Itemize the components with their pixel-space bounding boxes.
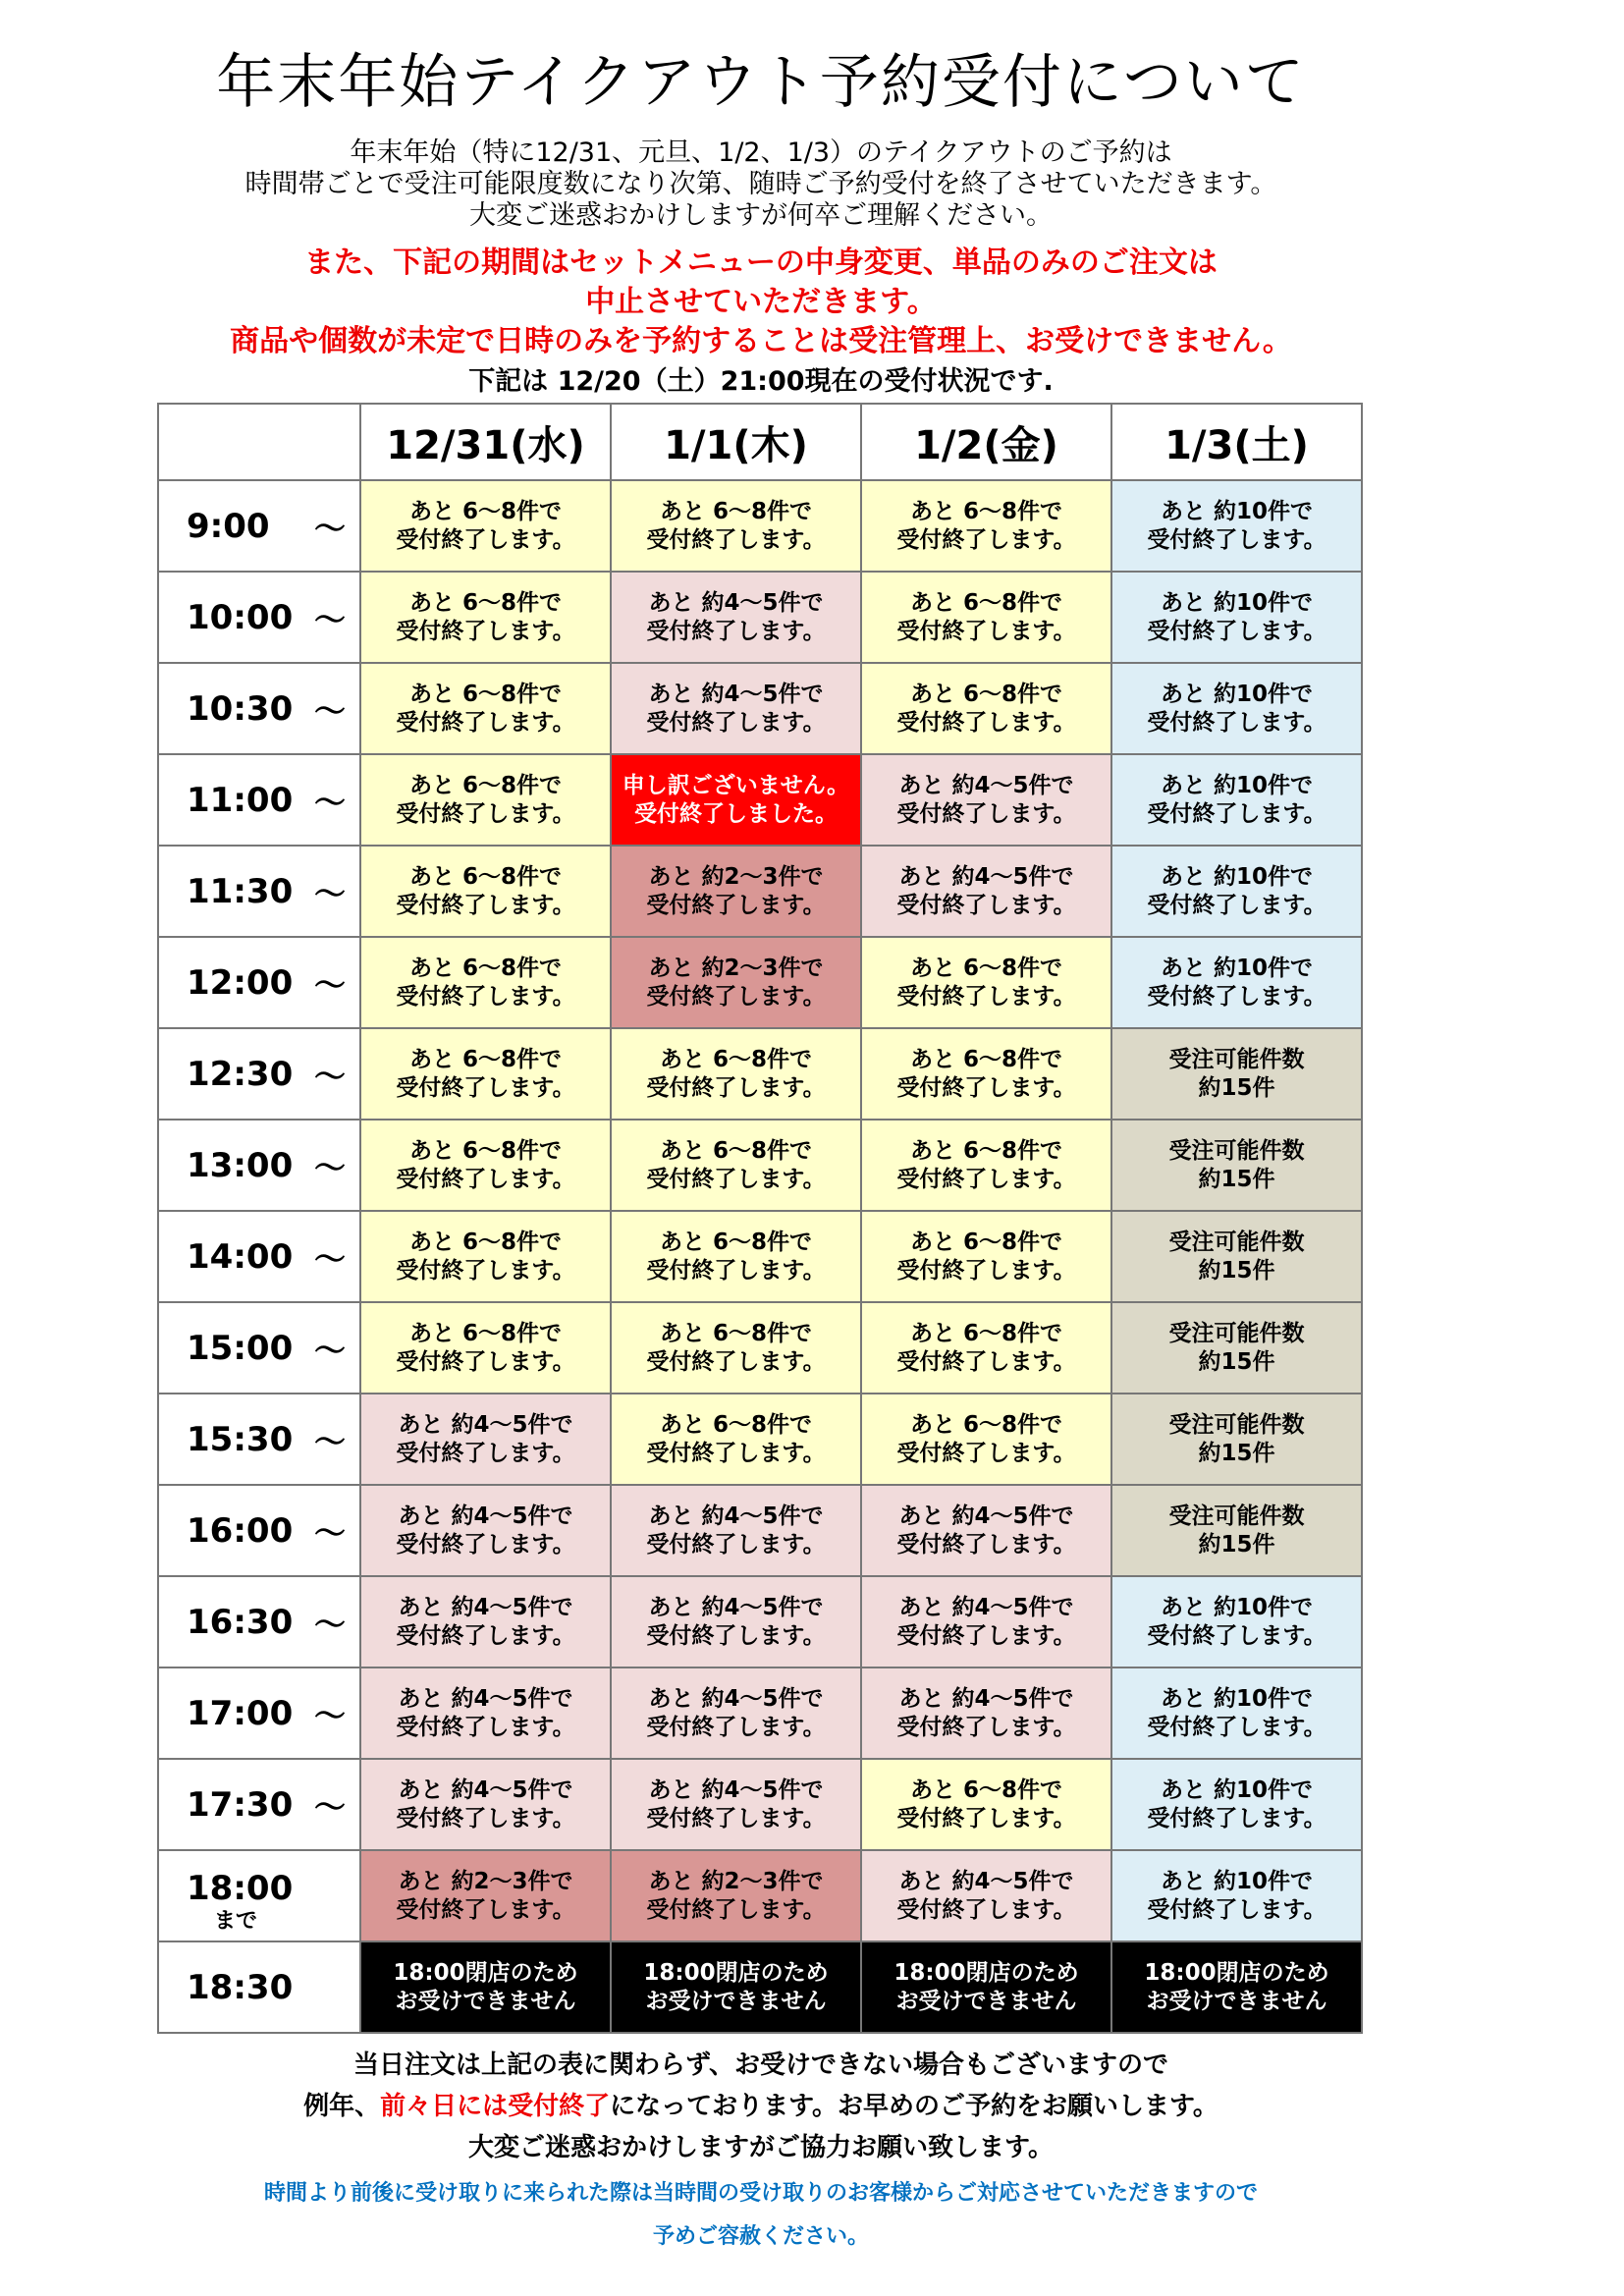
availability-cell	[1111, 480, 1362, 572]
warning-line: また、下記の期間はセットメニューの中身変更、単品のみのご注文は	[304, 246, 1218, 280]
availability-text: 受付終了します。	[896, 1257, 1076, 1284]
availability-text: 受注可能件数	[1168, 1320, 1305, 1346]
availability-text: あと 約4～5件で	[648, 1594, 824, 1620]
availability-cell	[1111, 572, 1362, 663]
availability-text: 受付終了します。	[896, 526, 1076, 553]
table-row	[158, 1759, 1362, 1850]
time-slot-label: 18:00	[187, 1868, 294, 1908]
time-slot-cell	[158, 1576, 360, 1667]
availability-text: 受付終了します。	[1147, 892, 1326, 918]
availability-cell	[1111, 846, 1362, 937]
availability-cell	[1111, 937, 1362, 1028]
availability-cell	[1111, 1120, 1362, 1211]
availability-cell	[1111, 1394, 1362, 1485]
availability-text: あと 約4～5件で	[898, 863, 1074, 890]
availability-cell	[360, 1211, 611, 1302]
availability-text: 受注可能件数	[1168, 1137, 1305, 1164]
from-tilde: ～	[313, 1696, 346, 1734]
availability-cell	[1111, 663, 1362, 754]
availability-text: 受付終了します。	[396, 1440, 575, 1466]
table-row	[158, 846, 1362, 937]
availability-text: あと 約4～5件で	[898, 1685, 1074, 1712]
time-slot-cell	[158, 1485, 360, 1576]
from-tilde: ～	[313, 1513, 346, 1552]
availability-text: 受付終了します。	[646, 983, 826, 1010]
availability-text: 受付終了します。	[646, 1166, 826, 1192]
availability-cell	[360, 1028, 611, 1120]
note-line: 時間より前後に受け取りに来られた際は当時間の受け取りのお客様からご対応させていただきますので	[263, 2181, 1258, 2206]
availability-text: 申し訳ございません。	[622, 772, 850, 798]
availability-text: 受付終了します。	[1147, 526, 1326, 553]
time-slot-cell	[158, 572, 360, 663]
time-slot-label: 12:30	[187, 1054, 294, 1094]
availability-text: 受付終了します。	[646, 1440, 826, 1466]
availability-text: 受付終了します。	[396, 1531, 575, 1558]
availability-cell	[861, 1211, 1111, 1302]
time-slot-cell	[158, 1211, 360, 1302]
availability-text: 受付終了します。	[396, 1896, 575, 1923]
page-title: 年末年始テイクアウト予約受付について	[216, 48, 1306, 117]
availability-cell	[861, 1850, 1111, 1941]
table-row	[158, 1941, 1362, 2033]
time-slot-label: 15:30	[187, 1419, 294, 1459]
table-row	[158, 1302, 1362, 1394]
availability-text: あと 約10件で	[1160, 772, 1313, 798]
availability-text: 受付終了します。	[396, 526, 575, 553]
availability-text: 受付終了します。	[646, 1622, 826, 1649]
availability-cell	[360, 480, 611, 572]
from-tilde: ～	[313, 1239, 346, 1278]
availability-text: あと 6～8件で	[659, 1411, 812, 1438]
availability-cell	[611, 1120, 861, 1211]
column-header: 12/31(水)	[360, 404, 611, 480]
availability-text: 約15件	[1198, 1074, 1275, 1101]
time-slot-label: 10:30	[187, 688, 294, 729]
availability-text: あと 6～8件で	[909, 955, 1062, 981]
availability-cell	[861, 1667, 1111, 1759]
availability-text: 受付終了します。	[1147, 1805, 1326, 1831]
from-tilde: ～	[313, 1148, 346, 1186]
availability-text: 受注可能件数	[1168, 1503, 1305, 1529]
availability-text: あと 約4～5件で	[398, 1503, 573, 1529]
availability-cell	[611, 1759, 861, 1850]
availability-text: 受付終了します。	[896, 1805, 1076, 1831]
availability-text: 18:00閉店のため	[643, 1959, 829, 1986]
availability-cell	[360, 1850, 611, 1941]
from-tilde: ～	[313, 1057, 346, 1095]
availability-text: あと 6～8件で	[909, 1137, 1062, 1164]
availability-text: 18:00閉店のため	[1144, 1959, 1329, 1986]
availability-text: あと 約4～5件で	[398, 1411, 573, 1438]
availability-text: 約15件	[1198, 1440, 1275, 1466]
availability-text: 受付終了します。	[1147, 1896, 1326, 1923]
from-tilde: ～	[313, 1605, 346, 1643]
warning-line: 商品や個数が未定で日時のみを予約することは受注管理上、お受けできません。	[230, 324, 1292, 358]
availability-cell	[360, 846, 611, 937]
table-row	[158, 1576, 1362, 1667]
availability-text: 受付終了します。	[1147, 1714, 1326, 1740]
availability-cell	[611, 480, 861, 572]
availability-text: 受付終了します。	[646, 526, 826, 553]
availability-cell	[360, 1576, 611, 1667]
warning-line: 中止させていただきます。	[585, 285, 937, 319]
availability-text: 受付終了します。	[396, 983, 575, 1010]
time-slot-label: 16:30	[187, 1602, 294, 1642]
time-slot-cell	[158, 846, 360, 937]
availability-text: 約15件	[1198, 1531, 1275, 1558]
time-slot-label: 11:30	[187, 871, 294, 911]
availability-text: 受付終了します。	[646, 1348, 826, 1375]
availability-text: 受付終了します。	[896, 1714, 1076, 1740]
availability-cell	[360, 663, 611, 754]
time-slot-label: 12:00	[187, 962, 294, 1003]
footer-line: 大変ご迷惑おかけしますがご協力お願い致します。	[468, 2133, 1054, 2162]
schedule-body	[158, 480, 1362, 2033]
column-header: 1/1(木)	[611, 404, 861, 480]
availability-text: あと 約2～3件で	[398, 1868, 573, 1894]
warning-text	[0, 244, 1522, 361]
availability-text: あと 約2～3件で	[648, 1868, 824, 1894]
availability-cell	[611, 572, 861, 663]
availability-cell	[360, 1485, 611, 1576]
availability-cell	[861, 480, 1111, 572]
availability-text: 受付終了します。	[646, 709, 826, 736]
availability-text: 受付終了します。	[896, 892, 1076, 918]
corner-cell	[158, 404, 360, 480]
availability-text: 受注可能件数	[1168, 1229, 1305, 1255]
availability-cell	[861, 1028, 1111, 1120]
availability-text: あと 約2～3件で	[648, 863, 824, 890]
availability-cell	[1111, 1850, 1362, 1941]
availability-text: 受付終了します。	[1147, 1622, 1326, 1649]
availability-cell	[360, 1302, 611, 1394]
availability-text: あと 約4～5件で	[648, 1685, 824, 1712]
availability-text: あと 6～8件で	[408, 772, 562, 798]
availability-text: 受付終了します。	[646, 1531, 826, 1558]
availability-cell	[360, 572, 611, 663]
availability-cell	[861, 754, 1111, 846]
availability-text: あと 6～8件で	[408, 1137, 562, 1164]
availability-text: あと 6～8件で	[909, 681, 1062, 707]
availability-text: 受付終了します。	[1147, 800, 1326, 827]
availability-text: 受付終了します。	[396, 618, 575, 644]
time-slot-label: 17:30	[187, 1784, 294, 1825]
footer-line: 当日注文は上記の表に関わらず、お受けできない場合もございますので	[353, 2050, 1168, 2080]
availability-text: あと 6～8件で	[909, 1046, 1062, 1072]
availability-text: 約15件	[1198, 1257, 1275, 1284]
availability-cell	[1111, 1028, 1362, 1120]
availability-text: あと 6～8件で	[659, 1137, 812, 1164]
availability-text: あと 約4～5件で	[398, 1685, 573, 1712]
availability-text: 受付終了します。	[1147, 983, 1326, 1010]
availability-cell	[861, 1576, 1111, 1667]
availability-text: あと 6～8件で	[909, 1229, 1062, 1255]
time-slot-label: 15:00	[187, 1328, 294, 1368]
availability-cell	[861, 937, 1111, 1028]
from-tilde: ～	[313, 965, 346, 1004]
availability-text: あと 6～8件で	[408, 1229, 562, 1255]
availability-text: あと 約10件で	[1160, 1594, 1313, 1620]
time-slot-cell	[158, 1394, 360, 1485]
table-row	[158, 1394, 1362, 1485]
availability-cell	[360, 1120, 611, 1211]
availability-text: あと 6～8件で	[408, 863, 562, 890]
time-slot-cell	[158, 663, 360, 754]
availability-cell	[1111, 1576, 1362, 1667]
from-tilde: ～	[313, 509, 346, 547]
availability-cell	[861, 1759, 1111, 1850]
from-tilde: ～	[313, 600, 346, 638]
from-tilde: ～	[313, 1331, 346, 1369]
availability-text: 受付終了します。	[396, 800, 575, 827]
availability-cell	[611, 1211, 861, 1302]
from-tilde: ～	[313, 874, 346, 912]
availability-text: あと 6～8件で	[909, 1777, 1062, 1803]
table-row	[158, 1485, 1362, 1576]
availability-text: お受けできません	[395, 1988, 576, 2014]
availability-cell	[360, 1667, 611, 1759]
availability-text: お受けできません	[645, 1988, 827, 2014]
table-row	[158, 1850, 1362, 1941]
time-slot-label: 18:30	[187, 1967, 294, 2007]
availability-text: 受付終了します。	[896, 1896, 1076, 1923]
availability-text: 受付終了します。	[896, 709, 1076, 736]
table-row	[158, 572, 1362, 663]
table-row	[158, 937, 1362, 1028]
availability-text: あと 6～8件で	[909, 1411, 1062, 1438]
availability-cell	[611, 754, 861, 846]
footer-text: 例年、	[303, 2092, 381, 2121]
column-header: 1/3(土)	[1111, 404, 1362, 480]
availability-text: あと 約10件で	[1160, 863, 1313, 890]
time-slot-label: 16:00	[187, 1510, 294, 1551]
availability-text: 受付終了します。	[396, 1074, 575, 1101]
pickup-note	[0, 2172, 1522, 2259]
table-row	[158, 663, 1362, 754]
availability-text: あと 約10件で	[1160, 589, 1313, 616]
availability-text: あと 約4～5件で	[398, 1594, 573, 1620]
time-slot-label: 9:00	[187, 506, 270, 546]
availability-cell	[1111, 754, 1362, 846]
availability-text: あと 約4～5件で	[398, 1777, 573, 1803]
time-slot-cell	[158, 1941, 360, 2033]
availability-text: あと 約4～5件で	[898, 1594, 1074, 1620]
intro-text	[0, 137, 1522, 232]
availability-text: あと 約2～3件で	[648, 955, 824, 981]
availability-cell	[611, 1850, 861, 1941]
availability-cell	[861, 1394, 1111, 1485]
availability-cell	[861, 1941, 1111, 2033]
availability-text: 18:00閉店のため	[393, 1959, 578, 1986]
until-label: まで	[214, 1909, 258, 1934]
availability-text: あと 約10件で	[1160, 1777, 1313, 1803]
availability-cell	[360, 1759, 611, 1850]
availability-text: あと 6～8件で	[659, 498, 812, 524]
availability-text: 受付終了します。	[896, 800, 1076, 827]
time-slot-cell	[158, 1759, 360, 1850]
column-header: 1/2(金)	[861, 404, 1111, 480]
availability-text: 受付終了します。	[896, 1074, 1076, 1101]
availability-text: 受付終了します。	[896, 983, 1076, 1010]
availability-cell	[861, 663, 1111, 754]
availability-text: 約15件	[1198, 1348, 1275, 1375]
availability-text: あと 6～8件で	[408, 589, 562, 616]
intro-line: 大変ご迷惑おかけしますが何卒ご理解ください。	[469, 200, 1053, 231]
availability-cell	[611, 663, 861, 754]
table-header-row	[158, 404, 1362, 480]
note-line: 予めご容赦ください。	[652, 2224, 869, 2249]
availability-text: あと 約4～5件で	[898, 772, 1074, 798]
reservation-schedule-table	[157, 403, 1363, 2034]
availability-cell	[360, 754, 611, 846]
availability-cell	[1111, 1485, 1362, 1576]
from-tilde: ～	[313, 783, 346, 821]
time-slot-label: 13:00	[187, 1145, 294, 1185]
table-row	[158, 754, 1362, 846]
availability-text: 受付終了します。	[396, 1805, 575, 1831]
availability-text: あと 約10件で	[1160, 498, 1313, 524]
availability-cell	[611, 1576, 861, 1667]
availability-cell	[861, 572, 1111, 663]
availability-text: 受付終了します。	[1147, 618, 1326, 644]
availability-text: 受付終了します。	[646, 1805, 826, 1831]
availability-text: あと 6～8件で	[408, 498, 562, 524]
availability-cell	[1111, 1302, 1362, 1394]
availability-text: 受付終了します。	[646, 1074, 826, 1101]
availability-text: 受付終了します。	[396, 892, 575, 918]
time-slot-cell	[158, 1850, 360, 1941]
time-slot-label: 14:00	[187, 1236, 294, 1277]
footer-highlight: 前々日には受付終了	[380, 2092, 611, 2121]
availability-cell	[360, 937, 611, 1028]
availability-text: お受けできません	[1146, 1988, 1327, 2014]
availability-text: あと 約4～5件で	[898, 1868, 1074, 1894]
availability-text: 受付終了します。	[396, 709, 575, 736]
availability-cell	[611, 1028, 861, 1120]
availability-cell	[611, 1485, 861, 1576]
availability-text: あと 約10件で	[1160, 681, 1313, 707]
status-line: 下記は 12/20（土）21:00現在の受付状況です.	[468, 366, 1054, 397]
availability-text: 受付終了します。	[396, 1622, 575, 1649]
availability-cell	[360, 1394, 611, 1485]
availability-cell	[861, 1485, 1111, 1576]
availability-cell	[611, 846, 861, 937]
time-slot-cell	[158, 480, 360, 572]
availability-cell	[611, 937, 861, 1028]
availability-text: あと 約10件で	[1160, 955, 1313, 981]
availability-text: お受けできません	[895, 1988, 1077, 2014]
availability-text: 受付終了します。	[896, 1622, 1076, 1649]
intro-line: 年末年始（特に12/31、元旦、1/2、1/3）のテイクアウトのご予約は	[350, 137, 1172, 168]
from-tilde: ～	[313, 691, 346, 730]
availability-text: 約15件	[1198, 1166, 1275, 1192]
availability-text: あと 6～8件で	[659, 1320, 812, 1346]
availability-text: 受付終了します。	[646, 1257, 826, 1284]
availability-cell	[1111, 1211, 1362, 1302]
availability-cell	[611, 1941, 861, 2033]
time-slot-label: 11:00	[187, 780, 294, 820]
availability-cell	[611, 1302, 861, 1394]
availability-text: 受注可能件数	[1168, 1046, 1305, 1072]
availability-cell	[861, 1302, 1111, 1394]
availability-cell	[861, 1120, 1111, 1211]
availability-cell	[1111, 1759, 1362, 1850]
availability-text: 18:00閉店のため	[893, 1959, 1079, 1986]
table-row	[158, 1028, 1362, 1120]
availability-text: あと 約4～5件で	[898, 1503, 1074, 1529]
availability-text: あと 6～8件で	[909, 589, 1062, 616]
availability-text: あと 約10件で	[1160, 1868, 1313, 1894]
availability-text: あと 6～8件で	[408, 955, 562, 981]
availability-text: あと 約4～5件で	[648, 1503, 824, 1529]
availability-text: 受付終了します。	[646, 618, 826, 644]
availability-text: あと 6～8件で	[659, 1229, 812, 1255]
time-slot-label: 17:00	[187, 1693, 294, 1733]
availability-text: 受付終了します。	[896, 1166, 1076, 1192]
availability-cell	[861, 846, 1111, 937]
availability-text: あと 約4～5件で	[648, 589, 824, 616]
availability-text: あと 6～8件で	[909, 498, 1062, 524]
availability-cell	[360, 1941, 611, 2033]
time-slot-cell	[158, 754, 360, 846]
time-slot-cell	[158, 1120, 360, 1211]
availability-text: あと 6～8件で	[659, 1046, 812, 1072]
intro-line: 時間帯ごとで受注可能限度数になり次第、随時ご予約受付を終了させていただきます。	[244, 169, 1277, 199]
availability-text: 受付終了します。	[396, 1714, 575, 1740]
availability-text: 受付終了します。	[1147, 709, 1326, 736]
availability-text: あと 6～8件で	[408, 1320, 562, 1346]
availability-text: あと 6～8件で	[408, 681, 562, 707]
availability-text: あと 約4～5件で	[648, 1777, 824, 1803]
from-tilde: ～	[313, 1422, 346, 1460]
availability-text: あと 約10件で	[1160, 1685, 1313, 1712]
availability-text: あと 6～8件で	[909, 1320, 1062, 1346]
availability-text: 受付終了します。	[646, 892, 826, 918]
time-slot-cell	[158, 1667, 360, 1759]
time-slot-cell	[158, 937, 360, 1028]
table-row	[158, 1667, 1362, 1759]
availability-cell	[611, 1394, 861, 1485]
availability-cell	[1111, 1667, 1362, 1759]
availability-text: 受付終了します。	[396, 1348, 575, 1375]
availability-cell	[1111, 1941, 1362, 2033]
table-row	[158, 1120, 1362, 1211]
footer-text: になっております。お早めのご予約をお願いします。	[610, 2092, 1218, 2121]
availability-cell	[611, 1667, 861, 1759]
availability-text: 受付終了します。	[396, 1166, 575, 1192]
table-row	[158, 1211, 1362, 1302]
from-tilde: ～	[313, 1787, 346, 1826]
availability-text: 受付終了します。	[646, 1714, 826, 1740]
availability-text: 受付終了します。	[896, 1531, 1076, 1558]
availability-text: あと 6～8件で	[408, 1046, 562, 1072]
availability-text: あと 約4～5件で	[648, 681, 824, 707]
availability-text: 受付終了しました。	[634, 800, 838, 827]
time-slot-cell	[158, 1028, 360, 1120]
time-slot-label: 10:00	[187, 597, 294, 637]
availability-text: 受注可能件数	[1168, 1411, 1305, 1438]
availability-text: 受付終了します。	[896, 1440, 1076, 1466]
availability-text: 受付終了します。	[896, 618, 1076, 644]
availability-text: 受付終了します。	[896, 1348, 1076, 1375]
availability-text: 受付終了します。	[646, 1896, 826, 1923]
table-row	[158, 480, 1362, 572]
time-slot-cell	[158, 1302, 360, 1394]
footer-line	[0, 2086, 1522, 2122]
availability-text: 受付終了します。	[396, 1257, 575, 1284]
